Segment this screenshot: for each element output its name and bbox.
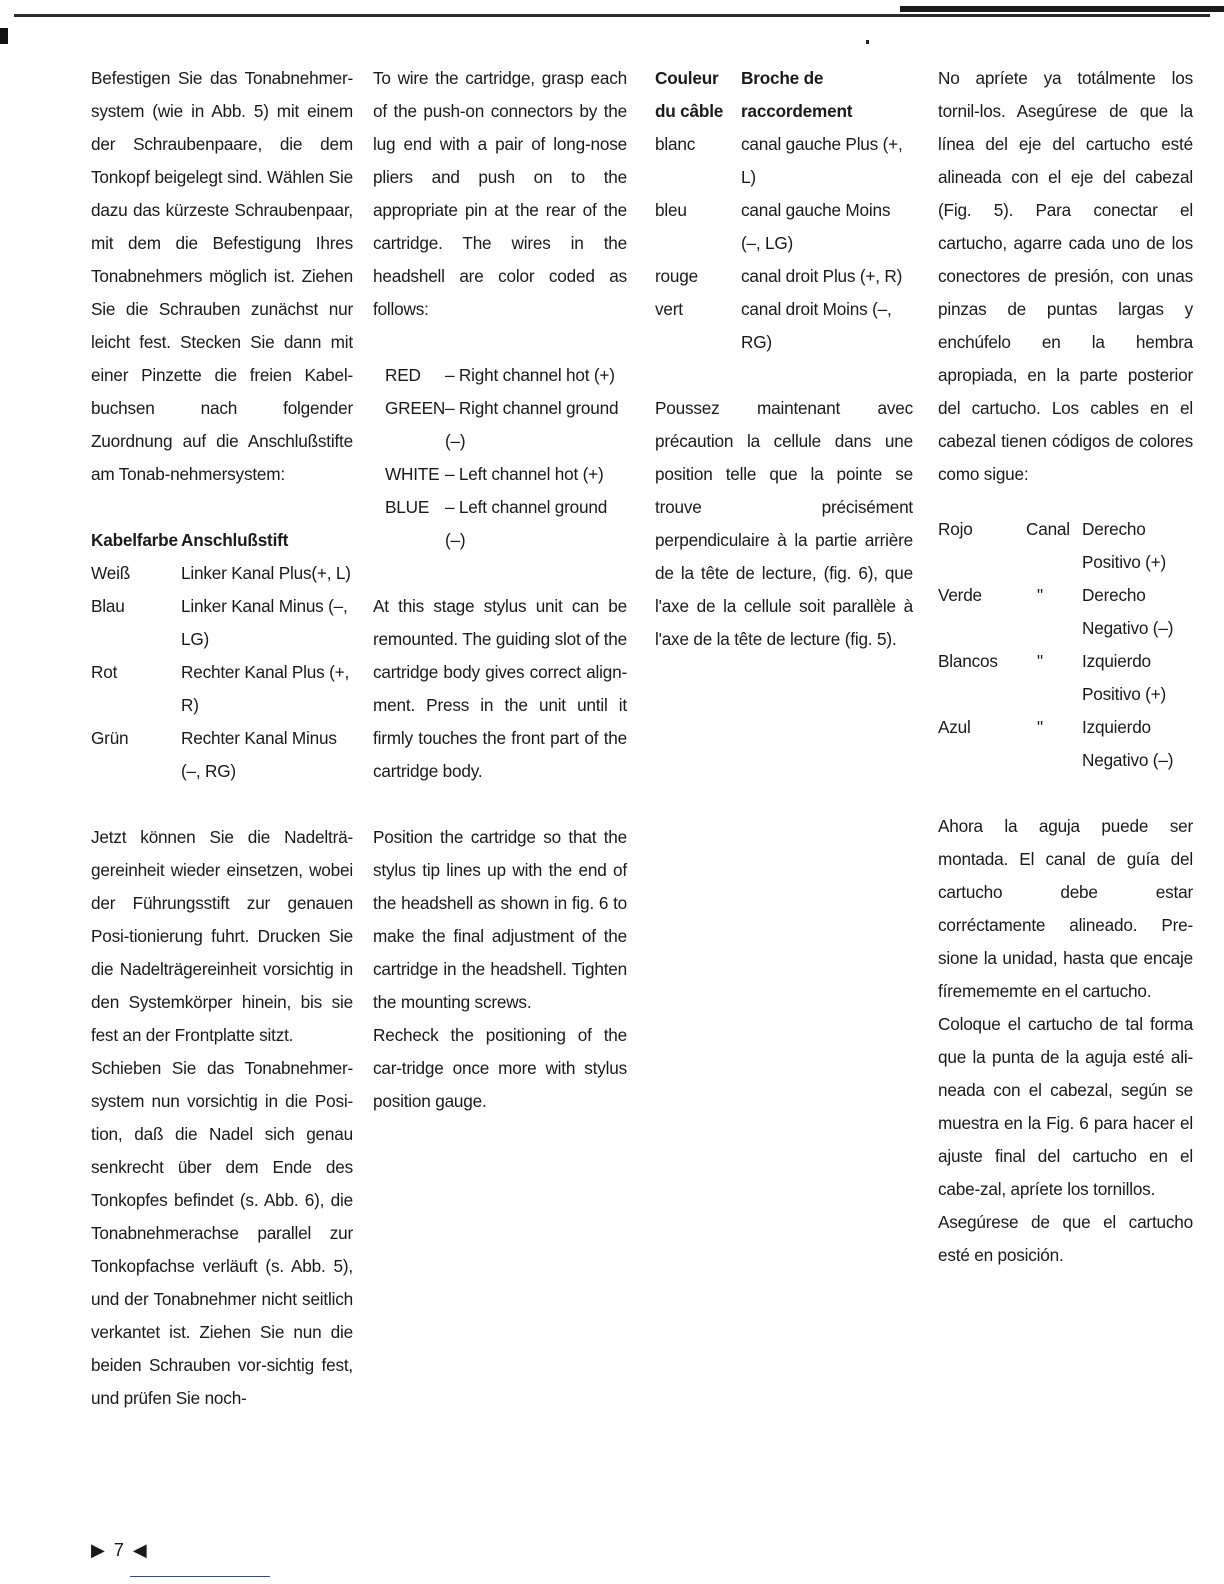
table-cell: Blau [91, 596, 125, 616]
table-cell: Azul [938, 717, 971, 737]
german-paragraph: Jetzt können Sie die Nadelträ-gereinheit wieder einsetzen, wobei der Führungsstift zur genauen Posi-tionierung fuhrt. Drucken Sie die Nadelträgereinheit vorsichtig in den Systemkörper hinein, bis sie fest an der Frontplatte sitzt. [91, 827, 353, 1045]
english-paragraph: Recheck the positioning of the car-tridge once more with stylus position gauge. [373, 1025, 627, 1111]
color-meaning: – Right channel ground (–) [445, 398, 619, 451]
top-rule-accent [900, 6, 1224, 12]
color-meaning: – Left channel ground (–) [445, 497, 608, 550]
french-wiring-table [655, 62, 913, 359]
table-header: Anschlußstift [181, 530, 289, 550]
english-color-codes [385, 359, 627, 557]
english-column [373, 62, 627, 1118]
list-item [385, 458, 627, 491]
spanish-wiring-table [938, 513, 1193, 777]
table-cell: canal droit Moins (–, RG) [741, 299, 892, 352]
table-cell: canal gauche Moins (–, LG) [741, 200, 891, 253]
table-cell: Grün [91, 728, 129, 748]
list-item [385, 491, 627, 557]
top-rule [14, 14, 1210, 17]
french-column [655, 62, 913, 656]
color-name: GREEN [385, 398, 446, 418]
spanish-intro: No apríete ya totálmente los tornil-los. Asegúrese de que la línea del eje del cartucho esté alineada con el eje del cabezal (Fig. 5). Para conectar el cartucho, agarre cada uno de los conectores de presión, con unas pinzas de puntas largas y enchúfelo en la hembra apropiada, en la parte posterior del cartucho. Los cables en el cabezal tienen códigos de colores como sigue: [938, 68, 1193, 484]
german-wiring-table [91, 524, 353, 788]
german-intro: Befestigen Sie das Tonabnehmer-system (wie in Abb. 5) mit einem der Schraubenpaare, die dem Tonkopf beigelegt sind. Wählen Sie dazu das kürzeste Schraubenpaar, mit dem die Befestigung Ihres Tonabnehmers möglich ist. Ziehen Sie die Schrauben zunächst nur leicht fest. Stecken Sie dann mit einer Pinzette die freien Kabel-buchsen nach folgender Zuordnung auf die Anschlußstifte am Tonab-nehmersystem: [91, 68, 353, 484]
table-header: Couleur du câble [655, 68, 724, 121]
table-cell: canal gauche Plus (+, L) [741, 134, 903, 187]
german-column [91, 62, 353, 1415]
table-cell: Derecho Positivo (+) [1082, 519, 1167, 572]
table-cell: Derecho Negativo (–) [1082, 585, 1174, 638]
color-meaning: – Left channel hot (+) [445, 464, 604, 484]
color-meaning: – Right channel hot (+) [445, 365, 615, 385]
english-paragraph: Position the cartridge so that the stylus tip lines up with the end of the headshell as shown in fig. 6 to make the final adjustment of the cartridge in the headshell. Tighten the mounting screws. [373, 827, 627, 1012]
spanish-column [938, 62, 1193, 1272]
print-dot [866, 40, 869, 44]
page-number: ▶ 7 ◀ [91, 1540, 149, 1560]
table-cell: " [1037, 585, 1043, 605]
table-cell: bleu [655, 200, 687, 220]
color-name: RED [385, 365, 421, 385]
table-cell: " [1037, 717, 1043, 737]
table-cell: canal droit Plus (+, R) [741, 266, 903, 286]
table-cell: Blancos [938, 651, 998, 671]
table-cell: rouge [655, 266, 698, 286]
french-paragraph: Poussez maintenant avec précaution la cellule dans une position telle que la pointe se trouve précisément perpendiculaire à la partie arrière de la tête de lecture, (fig. 6), que l'axe de la cellule soit parallèle à l'axe de la tête de lecture (fig. 5). [655, 398, 913, 649]
table-cell: Canal [1026, 519, 1070, 539]
table-cell: Izquierdo Positivo (+) [1082, 651, 1167, 704]
table-cell: Rechter Kanal Minus (–, RG) [181, 728, 337, 781]
table-cell: Weiß [91, 563, 130, 583]
spanish-paragraph: Ahora la aguja puede ser montada. El canal de guía del cartucho debe estar corréctamente alineado. Pre-sione la unidad, hasta que encaje fíremememte en el cartucho. [938, 816, 1193, 1001]
table-cell: " [1037, 651, 1043, 671]
english-paragraph: At this stage stylus unit can be remounted. The guiding slot of the cartridge body gives correct align-ment. Press in the unit until it firmly touches the front part of the cartridge body. [373, 596, 627, 781]
spanish-paragraph: Coloque el cartucho de tal forma que la punta de la aguja esté ali-neada con el cabezal, según se muestra en la Fig. 6 para hacer el ajuste final del cartucho en el cabe-zal, apríete los tornillos. [938, 1014, 1193, 1199]
table-cell: Rojo [938, 519, 973, 539]
table-cell: vert [655, 299, 683, 319]
german-paragraph: Schieben Sie das Tonabnehmer-system nun vorsichtig in die Posi-tion, daß die Nadel sich genau senkrecht über dem Ende des Tonkopfes befindet (s. Abb. 6), die Tonabnehmerachse parallel zur Tonkopfachse verläuft (s. Abb. 5), und der Tonabnehmer nicht seitlich verkantet ist. Ziehen Sie nun die beiden Schrauben vor-sichtig fest, und prüfen Sie noch- [91, 1058, 353, 1408]
english-intro: To wire the cartridge, grasp each of the push-on connectors by the lug end with a pair of long-nose pliers and push on to the appropriate pin at the rear of the cartridge. The wires in the headshell are color coded as follows: [373, 68, 627, 319]
list-item [385, 392, 627, 458]
table-cell: Verde [938, 585, 982, 605]
table-cell: Rechter Kanal Plus (+, R) [181, 662, 350, 715]
table-cell: Izquierdo Negativo (–) [1082, 717, 1174, 770]
color-name: WHITE [385, 464, 440, 484]
list-item [385, 359, 627, 392]
table-cell: Linker Kanal Minus (–, LG) [181, 596, 348, 649]
color-name: BLUE [385, 497, 430, 517]
table-cell: Linker Kanal Plus(+, L) [181, 563, 351, 583]
table-cell: blanc [655, 134, 696, 154]
margin-mark [0, 28, 8, 44]
table-cell: Rot [91, 662, 118, 682]
bottom-rule [130, 1576, 270, 1577]
table-header: Kabelfarbe [91, 530, 178, 550]
spanish-paragraph: Asegúrese de que el cartucho esté en posición. [938, 1212, 1193, 1265]
table-header: Broche de raccordement [741, 68, 853, 121]
